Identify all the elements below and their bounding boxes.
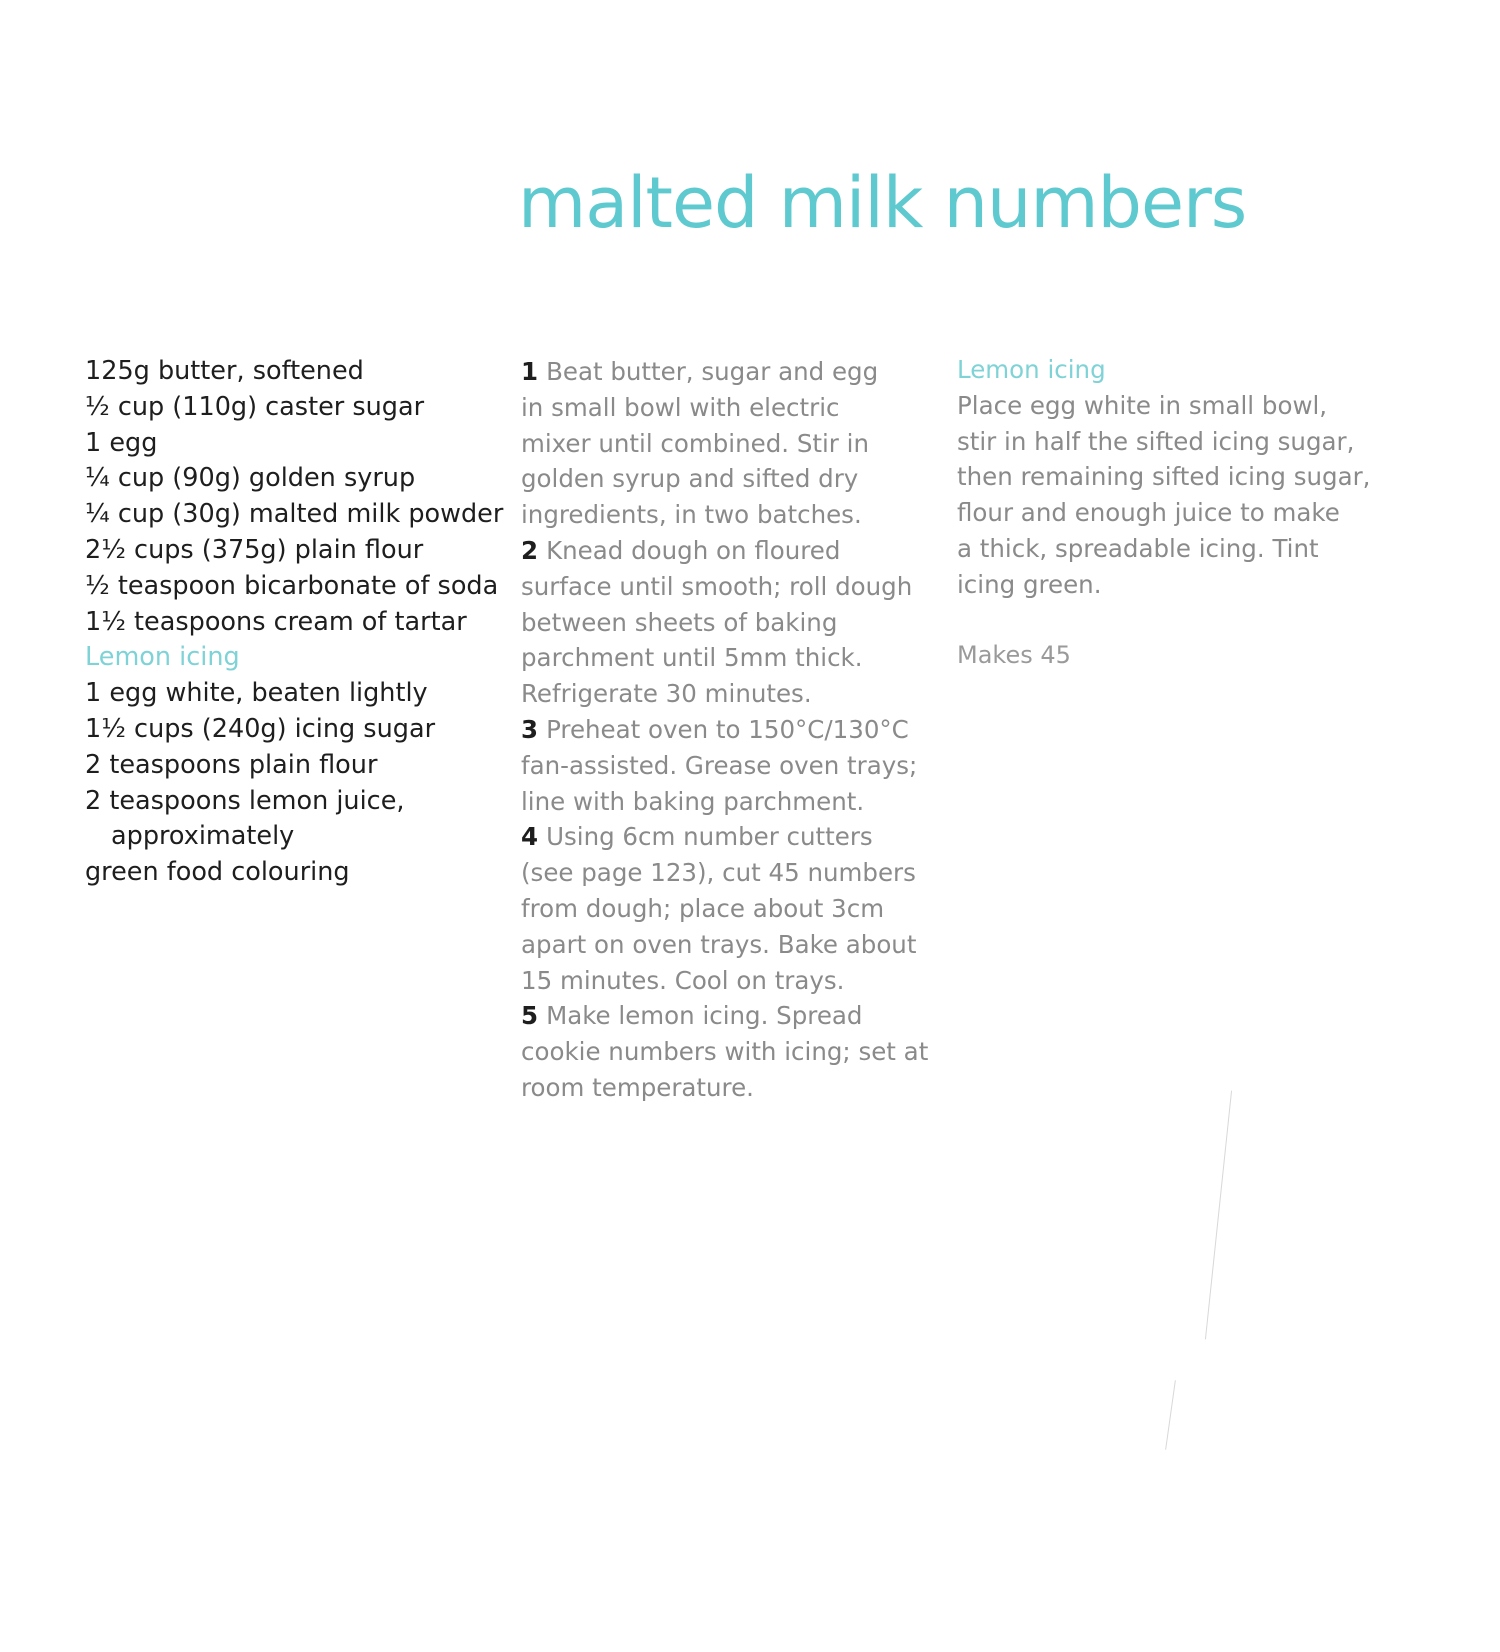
method-steps (521, 354, 929, 1106)
step-text: golden syrup and sifted dry (521, 464, 859, 494)
step-text: cookie numbers with icing; set at (521, 1037, 929, 1067)
icing-ingredient-item: approximately (111, 821, 295, 852)
icing-ingredient-item: 2 teaspoons lemon juice, (85, 785, 405, 816)
step-text: mixer until combined. Stir in (521, 428, 869, 458)
ingredient-item: 1 egg (85, 427, 158, 458)
step-number: 5 (521, 1001, 539, 1031)
step-text: apart on oven trays. Bake about (521, 929, 917, 959)
step-text: room temperature. (521, 1072, 754, 1102)
step-text: ingredients, in two batches. (521, 500, 862, 530)
icing-ingredient-item: 1½ cups (240g) icing sugar (85, 713, 436, 744)
ingredient-item: ¼ cup (90g) golden syrup (85, 463, 416, 494)
ingredient-item: ½ teaspoon bicarbonate of soda (85, 570, 499, 601)
ingredient-item: ½ cup (110g) caster sugar (85, 391, 425, 422)
ingredient-item: 125g butter, softened (85, 356, 364, 386)
ingredient-item: 1½ teaspoons cream of tartar (85, 606, 467, 637)
step-text: Make lemon icing. Spread (546, 1001, 863, 1031)
step-text: (see page 123), cut 45 numbers (521, 858, 916, 888)
step-text: line with baking parchment. (521, 786, 865, 816)
scan-artifact (1165, 1380, 1176, 1449)
recipe-yield: Makes 45 (957, 640, 1071, 669)
method-step (521, 354, 911, 533)
icing-method-text: icing green. (957, 569, 1102, 599)
step-number: 3 (521, 714, 539, 744)
lemon-icing-heading: Lemon icing (957, 355, 1106, 384)
step-text: Using 6cm number cutters (546, 822, 873, 852)
step-text: surface until smooth; roll dough (521, 571, 913, 601)
ingredients-list (85, 354, 504, 891)
icing-method-text: then remaining sifted icing sugar, (957, 462, 1371, 492)
icing-ingredient-item: 2 teaspoons plain flour (85, 749, 378, 780)
step-text: parchment until 5mm thick. (521, 643, 863, 673)
recipe-title: malted milk numbers (518, 162, 1247, 244)
step-text: in small bowl with electric (521, 392, 840, 422)
ingredients-icing-heading: Lemon icing (85, 642, 240, 673)
step-number: 4 (521, 822, 539, 852)
step-number: 2 (521, 535, 539, 565)
step-text: Beat butter, sugar and egg (546, 357, 879, 386)
scan-artifact (1205, 1091, 1232, 1340)
step-text: Preheat oven to 150°C/130°C (546, 714, 909, 744)
icing-method-text: Place egg white in small bowl, (957, 390, 1328, 420)
ingredient-item: ¼ cup (30g) malted milk powder (85, 499, 504, 530)
method-step (521, 998, 929, 1105)
icing-ingredient-item: green food colouring (85, 857, 350, 888)
step-text: fan-assisted. Grease oven trays; (521, 750, 918, 780)
step-number: 1 (521, 357, 539, 386)
icing-method-text: stir in half the sifted icing sugar, (957, 426, 1355, 456)
method-step (521, 819, 917, 998)
lemon-icing-method (957, 352, 1377, 673)
icing-method-text: a thick, spreadable icing. Tint (957, 533, 1319, 563)
icing-method-text: flour and enough juice to make (957, 498, 1340, 528)
method-step (521, 712, 918, 819)
ingredient-item: 2½ cups (375g) plain flour (85, 534, 424, 565)
step-text: Refrigerate 30 minutes. (521, 679, 812, 709)
icing-ingredient-item: 1 egg white, beaten lightly (85, 678, 428, 709)
method-step (521, 533, 911, 712)
step-text: Knead dough on floured (546, 535, 841, 565)
step-text: 15 minutes. Cool on trays. (521, 965, 845, 995)
step-text: from dough; place about 3cm (521, 893, 885, 923)
step-text: between sheets of baking (521, 607, 838, 637)
